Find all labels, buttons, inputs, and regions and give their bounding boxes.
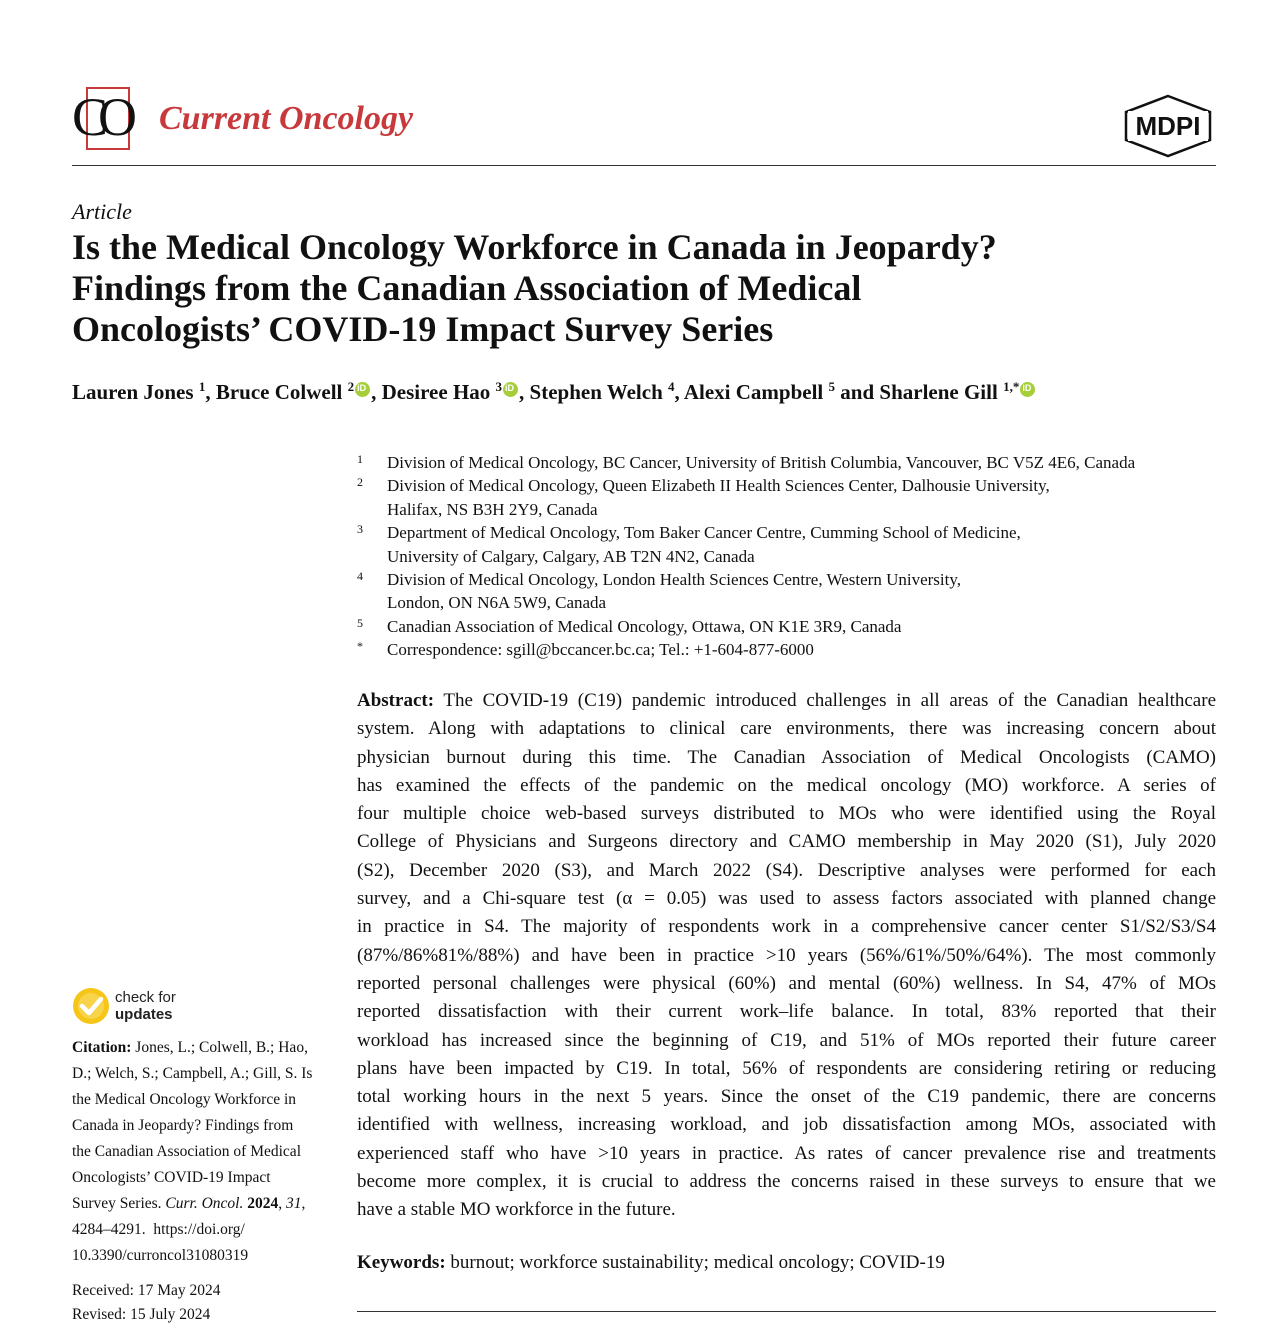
- journal-logo: CO: [72, 87, 128, 147]
- affiliation-number: 5: [357, 615, 363, 630]
- publisher-name: MDPI: [1135, 111, 1201, 141]
- check-updates-icon: [72, 987, 110, 1025]
- author-name[interactable]: Sharlene Gill: [879, 380, 998, 404]
- abstract-line: experienced staff who have >10 years in practice. As rates of cancer prevalence rise and treatments: [357, 1142, 1216, 1164]
- affiliation-number: 1: [357, 452, 363, 466]
- author-name[interactable]: Alexi Campbell: [683, 380, 824, 404]
- affiliation-item: [357, 615, 1227, 638]
- citation-text: Jones, L.; Colwell, B.; Hao,: [131, 1039, 308, 1056]
- doi-link[interactable]: 10.3390/curroncol31080319: [72, 1247, 249, 1264]
- author-name[interactable]: Desiree Hao: [381, 380, 491, 404]
- citation-text: Survey Series.: [72, 1195, 162, 1212]
- abstract-line: reported dissatisfaction with their current work–life balance. In total, 83% reported that their: [357, 1001, 1216, 1023]
- revised-date: Revised: 15 July 2024: [72, 1306, 211, 1323]
- citation-line: [72, 1035, 332, 1061]
- citation-pages: 4284–4291.: [72, 1221, 146, 1238]
- citation-line: Canada in Jeopardy? Findings from: [72, 1117, 294, 1134]
- abstract-line: College of Physicians and Surgeons directory and CAMO membership in May 2020 (S1), July 2020: [357, 831, 1216, 853]
- abstract-line: become more complex, it is crucial to address the concerns raised in these surveys to ensure that we: [357, 1171, 1216, 1193]
- abstract-line: has examined the effects of the pandemic on the medical oncology (MO) workforce. A series of: [357, 774, 1216, 796]
- affiliation-text: Division of Medical Oncology, BC Cancer, University of British Columbia, Vancouver, BC V5Z 4E6, Canada: [387, 453, 1136, 472]
- author-name[interactable]: Lauren Jones: [72, 380, 194, 404]
- affiliation-text: Department of Medical Oncology, Tom Baker Cancer Centre, Cumming School of Medicine,: [387, 523, 1021, 543]
- title-line: Oncologists’ COVID-19 Impact Survey Series: [72, 309, 774, 349]
- abstract-line: four multiple choice web-based surveys distributed to MOs who were identified using the Royal: [357, 803, 1216, 825]
- citation-year: 2024: [247, 1195, 279, 1212]
- abstract-line: physician burnout during this time. The Canadian Association of Medical Oncologists (CAMO): [357, 746, 1216, 768]
- article-title: [72, 227, 1222, 350]
- affiliation-item: [357, 474, 1227, 521]
- citation-block: [72, 1035, 332, 1269]
- citation-volume: 31: [286, 1195, 302, 1212]
- abstract-line: have a stable MO workforce in the future.: [357, 1199, 676, 1221]
- title-line: Findings from the Canadian Association of Medical: [72, 268, 862, 308]
- affiliation-number: 2: [357, 475, 363, 490]
- article-type: Article: [72, 199, 132, 224]
- author-separator: ,: [519, 380, 530, 404]
- orcid-icon[interactable]: [355, 382, 370, 397]
- affiliation-item: [357, 451, 1227, 474]
- citation-line: [72, 1217, 332, 1243]
- author-name[interactable]: Bruce Colwell: [215, 380, 343, 404]
- author-name[interactable]: Stephen Welch: [529, 380, 663, 404]
- affiliation-number: *: [357, 639, 363, 654]
- citation-line: the Canadian Association of Medical: [72, 1143, 301, 1160]
- author-separator: ,: [674, 380, 684, 404]
- affiliation-text: London, ON N6A 5W9, Canada: [387, 593, 607, 613]
- author-separator: ,: [371, 380, 382, 404]
- abstract-line: in practice in S4. The majority of respondents work in a comprehensive cancer center S1/S2/S3/S4: [357, 916, 1216, 938]
- affiliation-number: 4: [357, 569, 363, 584]
- author-affiliation-ref: 1: [198, 379, 206, 394]
- citation-line: D.; Welch, S.; Campbell, A.; Gill, S. Is: [72, 1065, 313, 1082]
- affiliation-item: [357, 568, 1227, 615]
- citation-label: Citation:: [72, 1039, 132, 1056]
- abstract-line: workload has increased since the beginning of C19, and 51% of MOs reported their future career: [357, 1029, 1216, 1051]
- check-updates-label: updates: [115, 1006, 173, 1023]
- affiliation-text: University of Calgary, Calgary, AB T2N 4N2, Canada: [387, 546, 755, 566]
- citation-line: Oncologists’ COVID-19 Impact: [72, 1169, 271, 1186]
- header-divider: [72, 165, 1216, 166]
- received-date: Received: 17 May 2024: [72, 1282, 221, 1299]
- abstract: [357, 687, 1216, 1225]
- abstract-label: Abstract:: [357, 690, 435, 711]
- citation-journal: Curr. Oncol.: [165, 1195, 244, 1212]
- mdpi-logo-icon: [1120, 94, 1216, 158]
- author-affiliation-ref: 2: [347, 379, 355, 394]
- citation-line: Survey Series. Curr. Oncol. 2024, 31,: [72, 1195, 306, 1212]
- abstract-line: [357, 687, 1216, 715]
- orcid-icon[interactable]: [1020, 382, 1035, 397]
- author-separator: and: [835, 380, 880, 404]
- affiliation-text: Division of Medical Oncology, Queen Elizabeth II Health Sciences Center, Dalhousie University,: [387, 476, 1050, 496]
- abstract-line: identified with wellness, increasing workload, and job dissatisfaction among MOs, associated with: [357, 1114, 1216, 1136]
- author-affiliation-ref: 4: [668, 379, 675, 394]
- doi-link[interactable]: https://doi.org/: [153, 1221, 245, 1238]
- keywords-text: burnout; workforce sustainability; medical oncology; COVID-19: [445, 1252, 945, 1273]
- author-affiliation-ref: 1,*: [1003, 379, 1020, 394]
- affiliation-text: Halifax, NS B3H 2Y9, Canada: [387, 499, 598, 519]
- section-divider: [357, 1311, 1216, 1312]
- author-affiliation-ref: 5: [828, 379, 836, 394]
- author-list: [72, 379, 1036, 405]
- author-affiliation-ref: 3: [495, 379, 503, 394]
- keywords-label: Keywords:: [357, 1252, 446, 1273]
- abstract-line: total working hours in the next 5 years. Since the onset of the C19 pandemic, there are concerns: [357, 1086, 1216, 1108]
- abstract-line: (S2), December 2020 (S3), and March 2022 (S4). Descriptive analyses were performed for each: [357, 859, 1216, 881]
- title-line: Is the Medical Oncology Workforce in Canada in Jeopardy?: [72, 227, 997, 267]
- citation-line: the Medical Oncology Workforce in: [72, 1091, 297, 1108]
- journal-name: Current Oncology: [159, 100, 414, 137]
- keywords: [357, 1252, 945, 1274]
- affiliation-text: Canadian Association of Medical Oncology, Ottawa, ON K1E 3R9, Canada: [387, 616, 902, 636]
- abstract-line: reported personal challenges were physical (60%) and mental (60%) wellness. In S4, 47% of MOs: [357, 972, 1216, 994]
- abstract-line: survey, and a Chi-square test (α = 0.05) was used to assess factors associated with planned change: [357, 888, 1216, 910]
- author-separator: ,: [205, 380, 216, 404]
- affiliations: [357, 451, 1227, 662]
- abstract-text: The COVID-19 (C19) pandemic introduced challenges in all areas of the Canadian healthcare: [434, 690, 1216, 711]
- check-updates-label: check for: [115, 989, 176, 1006]
- affiliation-text: Division of Medical Oncology, London Health Sciences Centre, Western University,: [387, 570, 961, 590]
- correspondence-text[interactable]: Correspondence: sgill@bccancer.bc.ca; Tel.: +1-604-877-6000: [387, 640, 814, 660]
- abstract-line: plans have been impacted by C19. In total, 56% of respondents are considering retiring or reducing: [357, 1057, 1216, 1079]
- abstract-line: (87%/86%81%/88%) and have been in practice >10 years (56%/61%/50%/64%). The most commonly: [357, 944, 1216, 966]
- affiliation-item: [357, 521, 1227, 568]
- orcid-icon[interactable]: [503, 382, 518, 397]
- abstract-line: system. Along with adaptations to clinical care environments, there was increasing concern about: [357, 718, 1216, 740]
- correspondence: [357, 638, 1227, 661]
- affiliation-number: 3: [357, 522, 363, 537]
